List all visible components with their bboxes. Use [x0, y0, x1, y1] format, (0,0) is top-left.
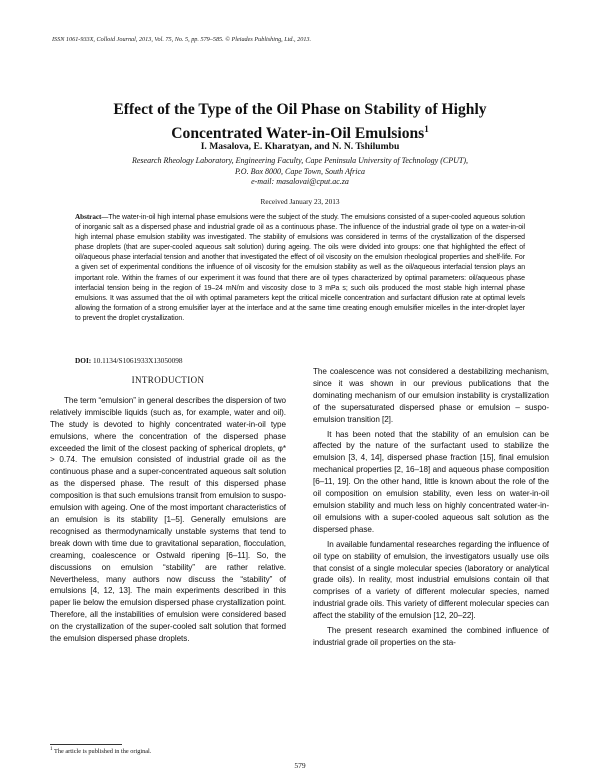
author-email: e-mail: masalovai@cput.ac.za [251, 177, 349, 186]
footnote [50, 747, 151, 755]
body-paragraph: The present research examined the combined influence of industrial grade oil properties on the sta- [313, 626, 549, 647]
left-column [50, 373, 286, 645]
title-footnote-mark: 1 [424, 123, 429, 134]
abstract-text: —The water-in-oil high internal phase emulsions were the subject of the study. The emulsions consisted of a super-cooled aqueous solution of inorganic salt as a dispersed phase and industrial grade oil as a continuous phase. The influence of the industrial grade oil type on a water-in-oil high internal phase emulsion stability was investigated. The stability of emulsions was considered in terms of the crystallization of the dispersed phase droplets (that are super-cooled aqueous salt solution) during ageing. The oils were divided into groups: one that highlighted the effect of oil/aqueous phase interfacial tension and another that investigated the effect of oil viscosity on the emulsion rheological properties and shelf-life. For a given set of experimental conditions the influence of oil viscosity for the emulsion stability as well as the oil/aqueous interfacial tension plays an important role. Within the frames of our experiment it was found that there are oil types characterized by optimal parameters: oil/aqueous phase interfacial tension being in the region of 19–24 mN/m and viscosity close to 3 mPa s; such oils produced the most stable high internal phase emulsions. It was assumed that the oil with optimal parameters kept the critical micelle concentration and surfactant diffusion rate at optimal levels allowing the formation of a strong emulsifier layer at the interface and at the same time creating enough emulsifier micelles in the inter-droplet layer to prevent the droplet crystallization. [75, 214, 525, 322]
author-list: I. Masalova, E. Kharatyan, and N. N. Tshilumbu [200, 141, 400, 152]
section-heading-introduction: INTRODUCTION [131, 375, 205, 385]
footnote-mark: 1 [50, 747, 53, 752]
footnote-divider [50, 744, 122, 745]
body-paragraph: It has been noted that the stability of an emulsion can be affected by the nature of the surfactant used to stabilize the emulsion [3, 4, 14], dispersed phase fraction [15], final emulsion mechanical properties [2, 16–18] and aqueous phase composition [6–11, 19]. On the other hand, little is known about the role of the oil composition on emulsion stability, even less on water-in-oil emulsion stability and much less on highly concentrated water-in-oil emulsions with a super-cooled aqueous salt solution as the dispersed phase. [313, 429, 549, 534]
abstract-label: Abstract [75, 213, 102, 221]
intro-paragraph: The term “emulsion” in general describes the dispersion of two relatively immiscible liquids (such as, for example, water and oil). The study is devoted to highly concentrated water-in-oil type emulsions, where the concentration of the dispersed phase exceeded the limit of the closest packing of spherical droplets, φ* > 0.74. The emulsion consisted of industrial grade oil as the continuous phase and a super-concentrated aqueous salt solution as the dispersed phase. The result of this dispersed phase composition is that such emulsions transit from emulsion to suspo-emulsion with ageing. One of the most important characteristics of an emulsion is its stability [1–5]. Generally emulsions are recognised as thermodynamically unstable systems that tend to break down with time due to gravitational separation, flocculation, creaming, coalescence or Ostwald ripening [6–11]. So, the discussions on emulsion “stability” are rather relative. Nevertheless, many authors now discuss the “stability” of emulsions [4, 12, 13]. The main experiments described in this paper lie below the emulsion dispersed phase crystallization point. Therefore, all the instabilities of emulsion were considered based on the crystallization of the super-cooled salt solution that formed the emulsion dispersed phase droplets. [50, 395, 286, 644]
received-date: Received January 23, 2013 [260, 197, 340, 206]
journal-citation-header: ISSN 1061-933X, Colloid Journal, 2013, Vol. 75, No. 5, pp. 579–585. © Pleiades Publishing, Ltd., 2013. [52, 36, 312, 43]
right-column [313, 366, 549, 649]
body-paragraph: In available fundamental researches regarding the influence of oil type on stability of emulsion, the investigators usually use oils that consist of a single molecular species (laboratory or analytical grade oils). In reality, most industrial emulsions contain oil that comprises of a variety of different molecular species, named industrial grade oils. This variety of different molecular species can affect the stability of the emulsion [12, 20–22]. [313, 539, 549, 621]
body-paragraph: The coalescence was not considered a destabilizing mechanism, since it was shown in our previous publications that the dominating mechanism of our emulsion instability is crystallization of the supersaturated dispersed phase or emulsion – suspo-emulsion transition [2]. [313, 367, 549, 424]
title-line-1: Effect of the Type of the Oil Phase on Stability of Highly [113, 101, 487, 118]
doi-label: DOI: [75, 356, 92, 365]
title-line-2: Concentrated Water-in-Oil Emulsions [171, 124, 425, 142]
footnote-text: The article is published in the original. [53, 748, 152, 756]
article-title [50, 100, 550, 143]
affiliation-line-2: P.O. Box 8000, Cape Town, South Africa [234, 166, 366, 176]
abstract [75, 212, 525, 324]
affiliation [50, 156, 550, 188]
doi-value[interactable]: 10.1134/S1061933X13050098 [93, 356, 183, 365]
doi [75, 356, 183, 365]
affiliation-line-1: Research Rheology Laboratory, Engineering Faculty, Cape Peninsula University of Technology (CPUT), [131, 156, 469, 165]
page-number: 579 [294, 761, 306, 770]
